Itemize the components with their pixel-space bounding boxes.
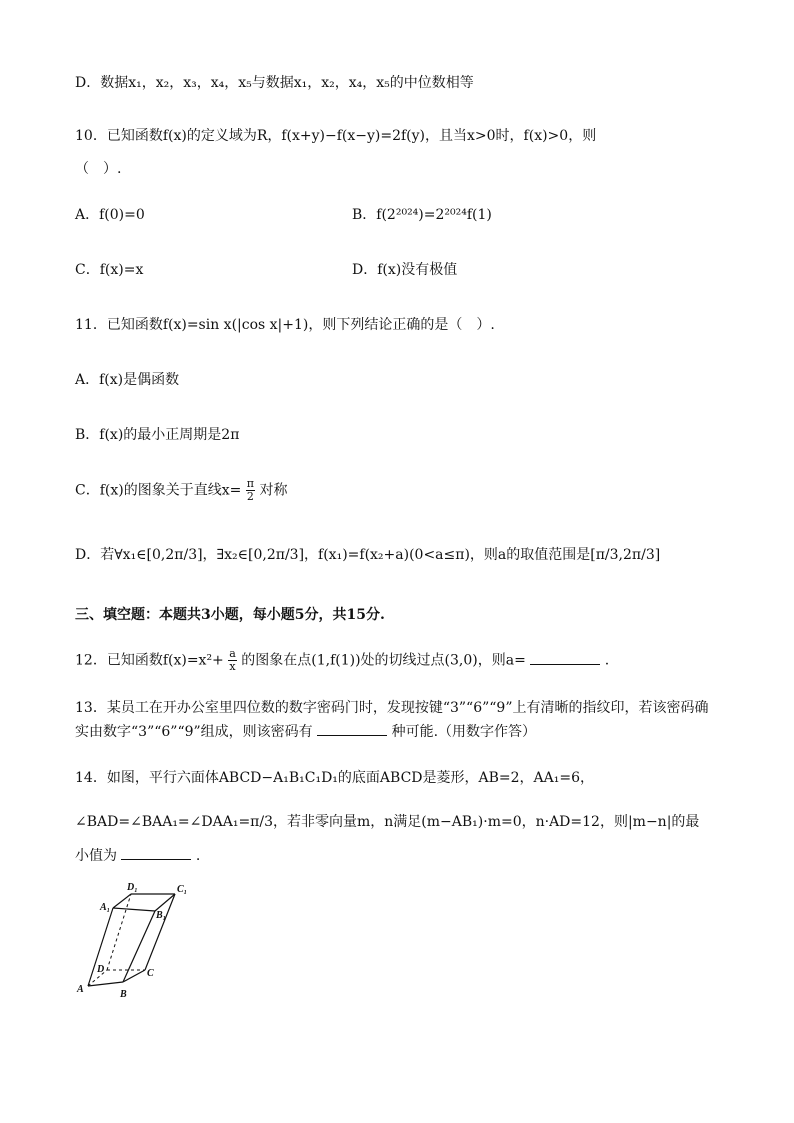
edge-cc1 <box>145 894 175 970</box>
vertex-label: A₁ <box>100 902 111 913</box>
q10-stem: 10．已知函数f(x)的定义域为R，f(x+y)−f(x−y)=2f(y)，且当x>0时，f(x)>0，则 <box>75 128 597 144</box>
section-3-heading: 三、填空题：本题共3小题，每小题5分，共15分. <box>75 607 385 623</box>
answer-blank[interactable] <box>530 650 600 665</box>
q10-stem-cont: （ ）. <box>75 161 122 177</box>
q12-text-end: . <box>604 652 610 669</box>
q9-option-d: D．数据x₁，x₂，x₃，x₄，x₅与数据x₁，x₂，x₄，x₅的中位数相等 <box>75 75 474 91</box>
q14-stem-cont: ∠BAD=∠BAA₁=∠DAA₁=π/3，若非零向量m，n满足(m−AB₁)·m=0，n·AD=12，则|m−n|的最 <box>75 814 700 830</box>
vertex-label: B <box>120 989 127 1000</box>
q13-text-pre: 实由数字“3”“6”“9”组成，则该密码有 <box>75 724 313 740</box>
q12-text-pre: 12．已知函数f(x)=x²+ <box>75 652 224 669</box>
fraction-denominator: x <box>229 660 236 673</box>
fraction-numerator: π <box>246 477 255 490</box>
answer-blank[interactable] <box>317 721 387 736</box>
q13-stem-cont <box>75 721 536 743</box>
vertex-label: D₁ <box>127 882 138 893</box>
edge-dd1 <box>107 894 131 970</box>
q10-option-d: D．f(x)没有极值 <box>352 262 458 278</box>
parallelepiped-figure <box>75 880 205 1005</box>
q13-text-post: 种可能.（用数字作答） <box>391 724 537 740</box>
q11-stem: 11．已知函数f(x)=sin x(|cos x|+1)，则下列结论正确的是（ ）. <box>75 317 495 333</box>
q12-stem <box>75 648 609 673</box>
q11-option-b: B．f(x)的最小正周期是2π <box>75 427 240 443</box>
q11-option-d: D．若∀x₁∈[0,2π/3]，∃x₂∈[0,2π/3]，f(x₁)=f(x₂+a)(0<a≤π)，则a的取值范围是[π/3,2π/3] <box>75 547 661 563</box>
q11-option-a: A．f(x)是偶函数 <box>75 372 180 388</box>
q14-text-pre: 小值为 <box>75 848 117 864</box>
edge-a1b1 <box>113 908 155 911</box>
vertex-label: C <box>147 968 154 979</box>
answer-blank[interactable] <box>121 845 191 860</box>
vertex-label: D <box>97 964 105 975</box>
fraction-denominator: 2 <box>246 490 254 503</box>
q14-text-end: . <box>195 848 201 864</box>
q10-option-a: A．f(0)=0 <box>75 207 145 223</box>
fraction-numerator: a <box>229 647 236 660</box>
q11c-fraction <box>246 478 255 503</box>
q14-stem-end <box>75 845 200 867</box>
q11-option-c <box>75 478 287 503</box>
q13-stem: 13．某员工在开办公室里四位数的数字密码门时，发现按键“3”“6”“9”上有清晰的指纹印，若该密码确 <box>75 700 709 716</box>
q10-option-b: B．f(2²⁰²⁴)=2²⁰²⁴f(1) <box>352 207 492 223</box>
q11c-text-post: 对称 <box>259 482 288 499</box>
q14-stem: 14．如图，平行六面体ABCD−A₁B₁C₁D₁的底面ABCD是菱形，AB=2，AA₁=6， <box>75 770 595 786</box>
vertex-label: B₁ <box>156 910 167 921</box>
vertex-label: A <box>77 984 84 995</box>
q12-fraction <box>228 648 237 673</box>
q11c-text-pre: C．f(x)的图象关于直线x= <box>75 482 242 499</box>
edge-ab <box>88 982 123 986</box>
q12-text-post: 的图象在点(1,f(1))处的切线过点(3,0)，则a= <box>241 652 526 669</box>
vertex-label: C₁ <box>177 884 188 895</box>
q10-option-c: C．f(x)=x <box>75 262 144 278</box>
